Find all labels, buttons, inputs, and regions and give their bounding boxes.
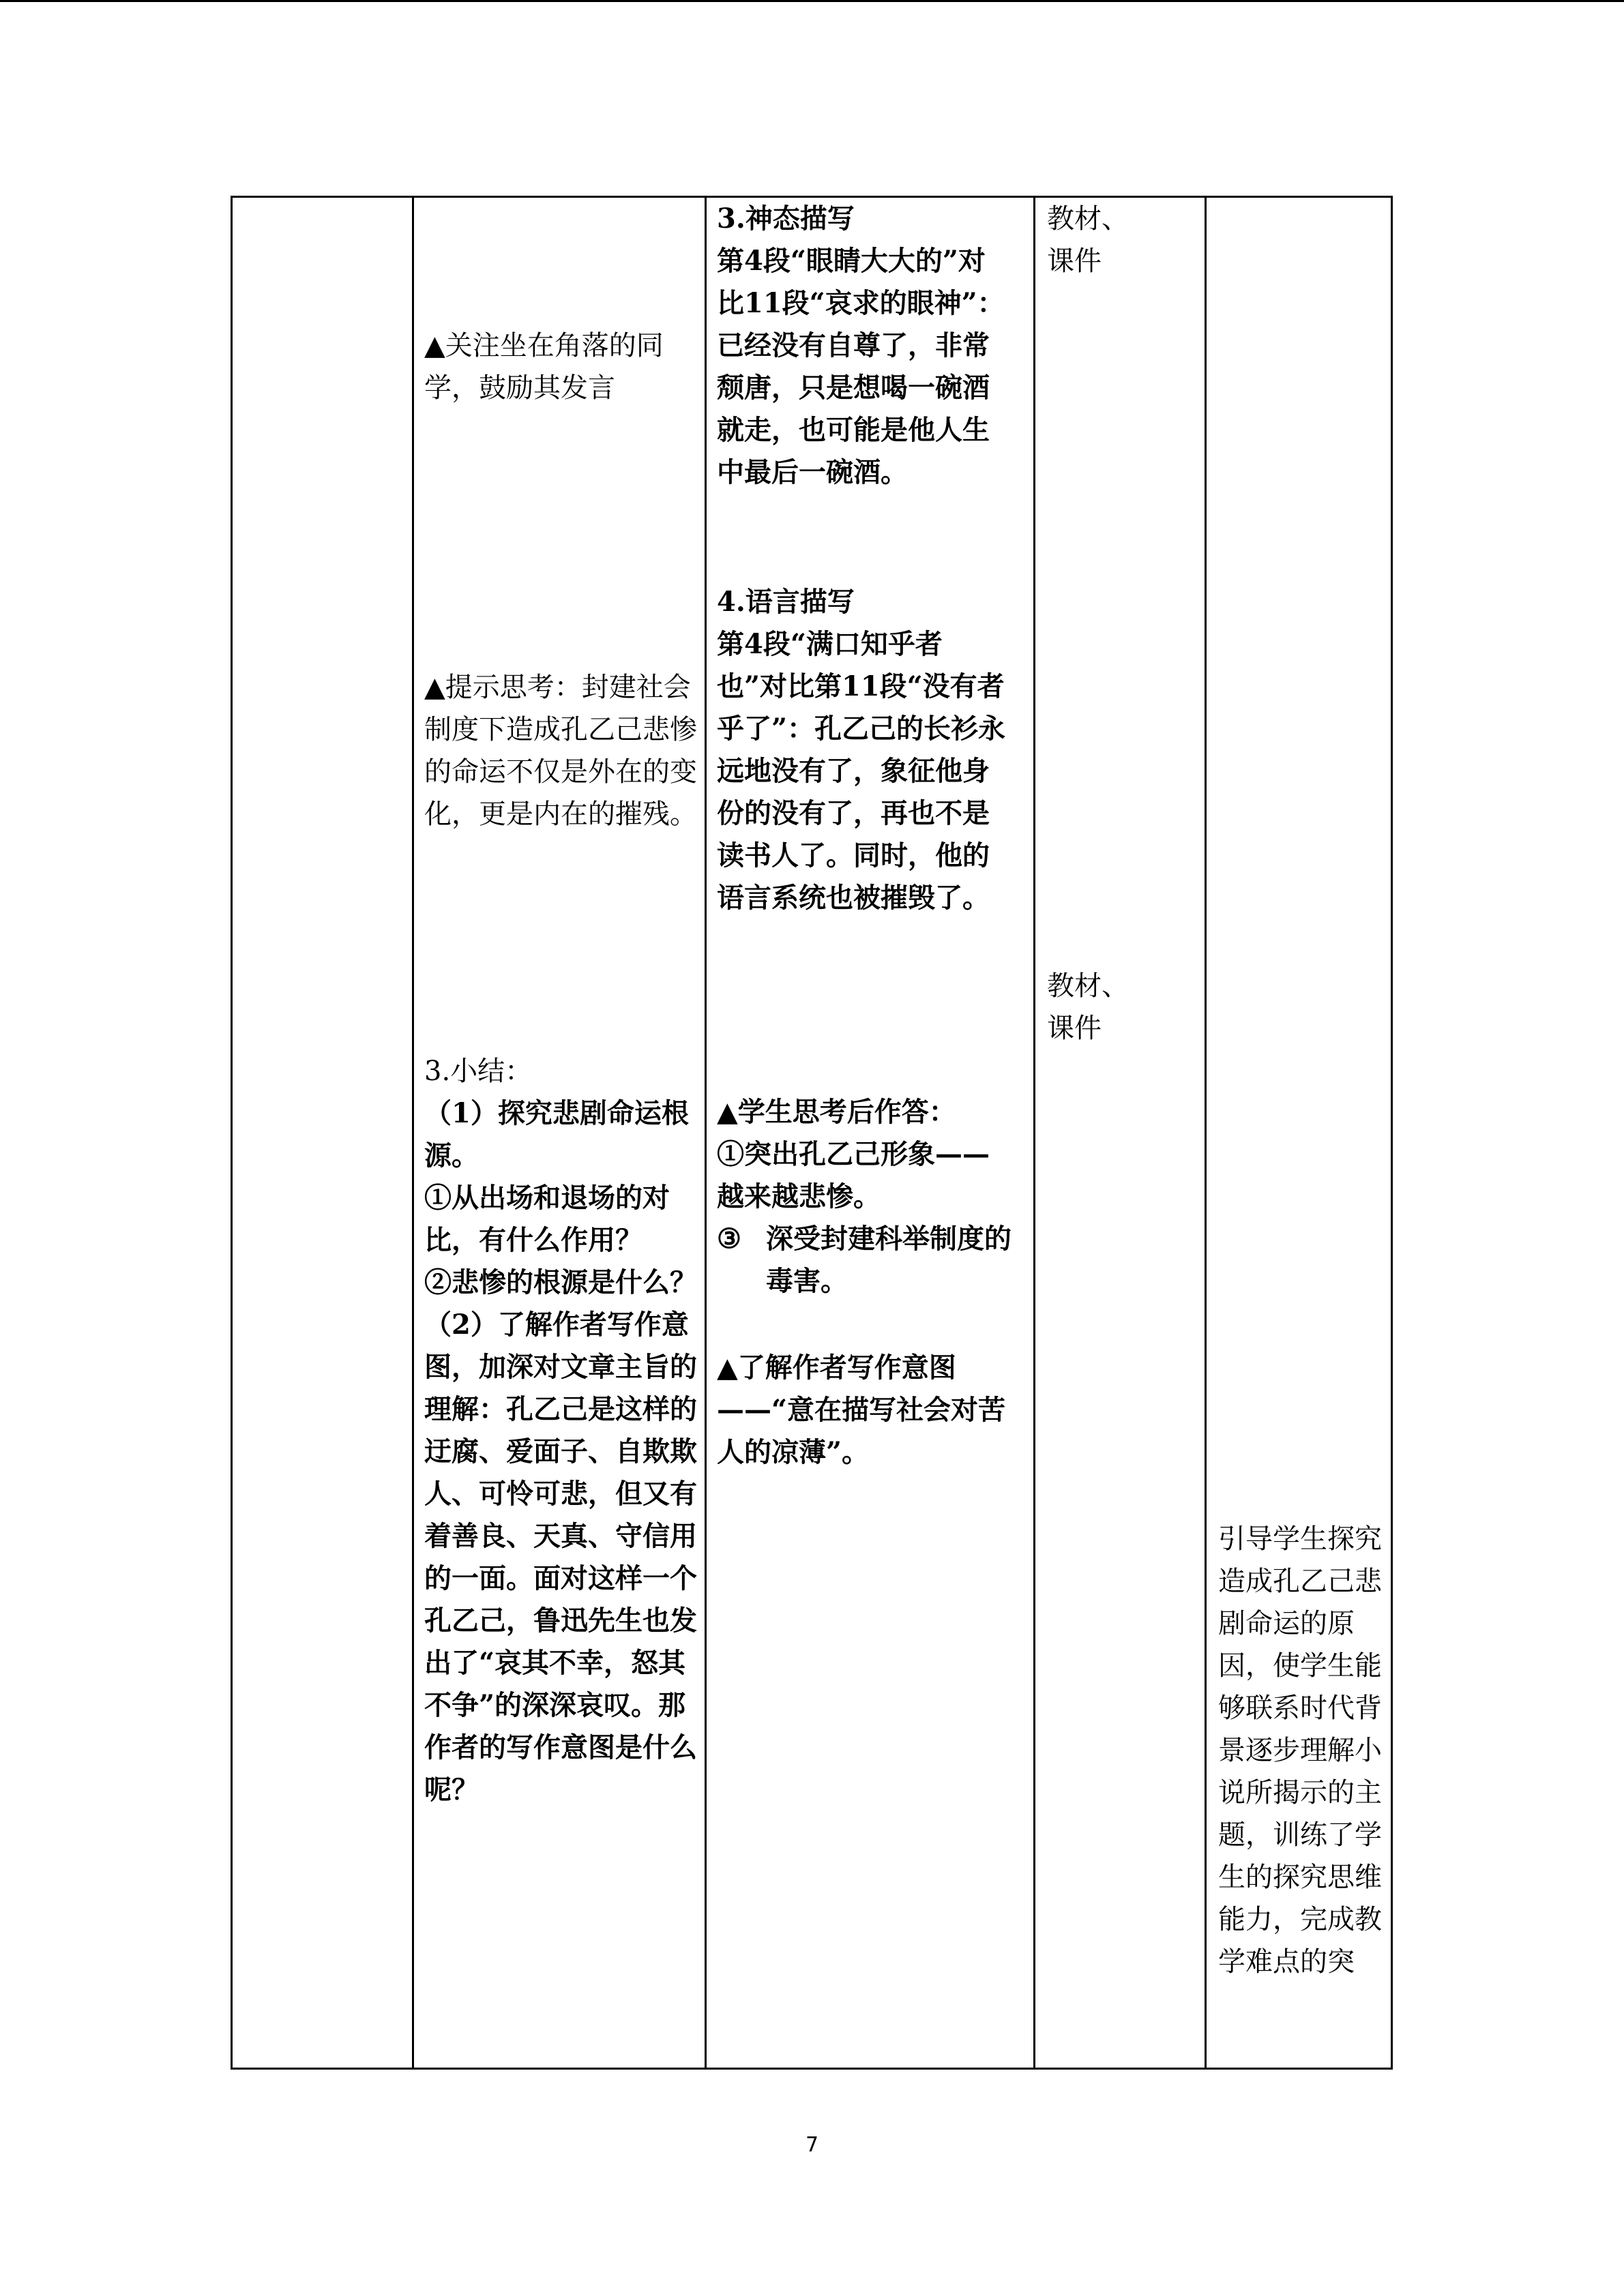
column-divider [1033, 198, 1035, 2068]
answer-title: ▲学生思考后作答： [717, 1096, 956, 1128]
answer-text: 深受封建科举制度的毒害。 [766, 1223, 1012, 1297]
resource-label: 教材、课件 [1047, 970, 1129, 1044]
section-body: 第4段“满口知乎者也”对比第11段“没有者乎了”：孔乙己的长衫永远地没有了，象征他身份的没有了，再也不是读书人了。同时，他的语言系统也被摧毁了。 [717, 628, 1006, 914]
summary-title: 3.小结： [424, 1056, 533, 1087]
student-answer-block [717, 1091, 1012, 1302]
summary-block [424, 1050, 697, 1811]
expression-description-block [717, 198, 1012, 494]
answer-item [717, 1218, 1012, 1302]
column-divider [1205, 198, 1207, 2068]
column-divider [412, 198, 414, 2068]
summary-line: ②悲惨的根源是什么？ [424, 1266, 697, 1298]
language-description-block [717, 581, 1012, 919]
page-top-border [0, 0, 1624, 2]
answer-item: ①突出孔乙己形象——越来越悲惨。 [717, 1138, 990, 1212]
page-number: 7 [805, 2133, 819, 2157]
summary-line: （2）了解作者写作意图，加深对文章主旨的理解：孔乙己是这样的迂腐、爱面子、自欺欺人、可怜可悲，但又有着善良、天真、守信用的一面。面对这样一个孔乙己，鲁迅先生也发出了“哀其不幸，怒其不争”的深深哀叹。那作者的写作意图是什么呢？ [424, 1309, 697, 1806]
section-body: 第4段“眼睛大大的”对比11段“哀求的眼神”：已经没有自尊了，非常颓唐，只是想喝一碗酒就走，也可能是他人生中最后一碗酒。 [717, 245, 1005, 488]
writing-intent-block: ▲了解作者写作意图——“意在描写社会对苦人的凉薄”。 [717, 1352, 1006, 1468]
answer-marker: ③ [717, 1223, 741, 1255]
design-intent-block: 引导学生探究造成孔乙己悲剧命运的原因，使学生能够联系时代背景逐步理解小说所揭示的主题，训练了学生的探究思维能力，完成教学难点的突 [1218, 1523, 1382, 1978]
teacher-note-encourage: ▲关注坐在角落的同学，鼓励其发言 [424, 330, 664, 404]
section-title: 3.神态描写 [717, 203, 855, 235]
summary-line: （1）探究悲剧命运根源。 [424, 1097, 689, 1172]
teacher-note-prompt: ▲提示思考：封建社会制度下造成孔乙己悲惨的命运不仅是外在的变化，更是内在的摧残。 [424, 672, 697, 830]
resource-label: 教材、课件 [1047, 203, 1129, 277]
column-divider [705, 198, 707, 2068]
summary-line: ①从出场和退场的对比，有什么作用？ [424, 1182, 670, 1256]
section-title: 4.语言描写 [717, 586, 855, 618]
